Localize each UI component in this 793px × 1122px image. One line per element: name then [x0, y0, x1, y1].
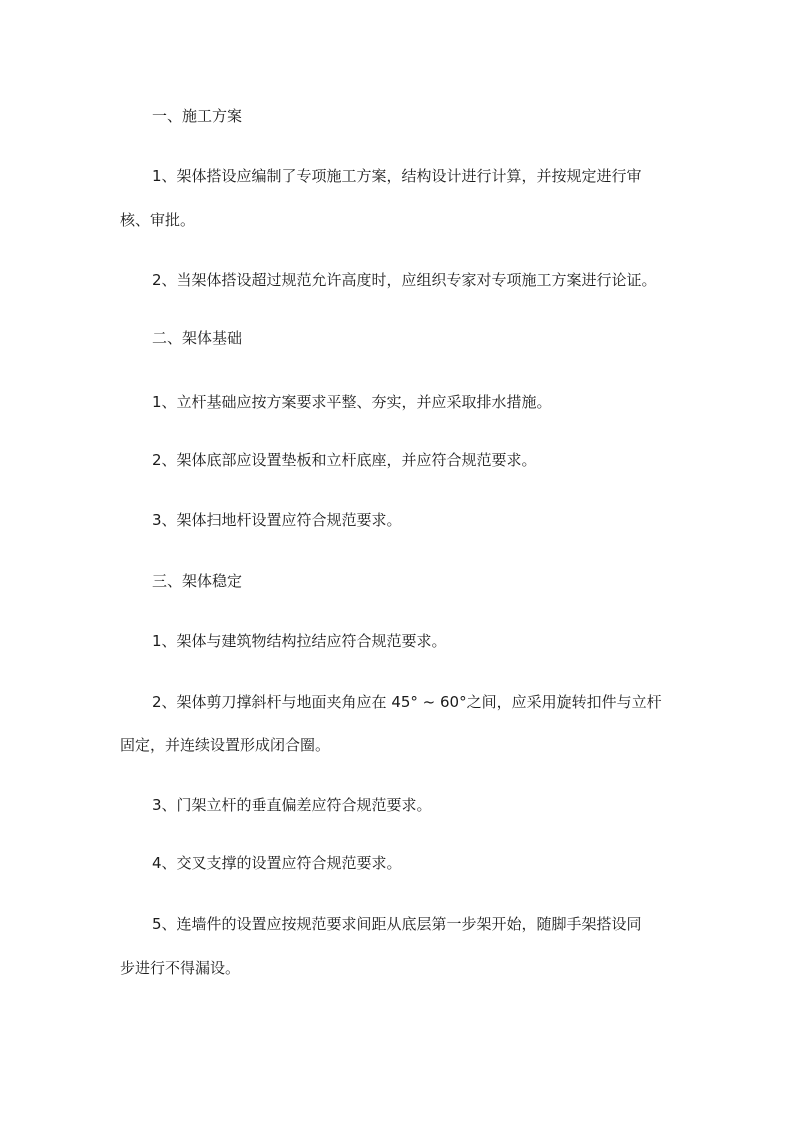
- paragraph-3-4-line-1: 4、交叉支撑的设置应符合规范要求。: [152, 854, 402, 872]
- paragraph-3-2-line-2: 固定，并连续设置形成闭合圈。: [120, 736, 331, 754]
- paragraph-1-1-line-1: 1、架体搭设应编制了专项施工方案，结构设计进行计算，并按规定进行审: [152, 167, 642, 185]
- paragraph-3-2-line-1: 2、架体剪刀撑斜杆与地面夹角应在 45° ~ 60°之间，应采用旋转扣件与立杆: [152, 693, 662, 711]
- paragraph-3-5-line-2: 步进行不得漏设。: [120, 959, 241, 977]
- section-heading-3: 三、架体稳定: [152, 572, 243, 590]
- paragraph-1-1-line-2: 核、审批。: [120, 211, 196, 229]
- section-heading-2: 二、架体基础: [152, 329, 243, 347]
- paragraph-2-1-line-1: 1、立杆基础应按方案要求平整、夯实，并应采取排水措施。: [152, 393, 552, 411]
- section-heading-1: 一、施工方案: [152, 107, 243, 125]
- paragraph-3-3-line-1: 3、门架立杆的垂直偏差应符合规范要求。: [152, 796, 432, 814]
- paragraph-3-1-line-1: 1、架体与建筑物结构拉结应符合规范要求。: [152, 632, 447, 650]
- paragraph-3-5-line-1: 5、连墙件的设置应按规范要求间距从底层第一步架开始，随脚手架搭设同: [152, 915, 642, 933]
- paragraph-1-2-line-1: 2、当架体搭设超过规范允许高度时，应组织专家对专项施工方案进行论证。: [152, 271, 657, 289]
- paragraph-2-2-line-1: 2、架体底部应设置垫板和立杆底座，并应符合规范要求。: [152, 451, 537, 469]
- paragraph-2-3-line-1: 3、架体扫地杆设置应符合规范要求。: [152, 511, 402, 529]
